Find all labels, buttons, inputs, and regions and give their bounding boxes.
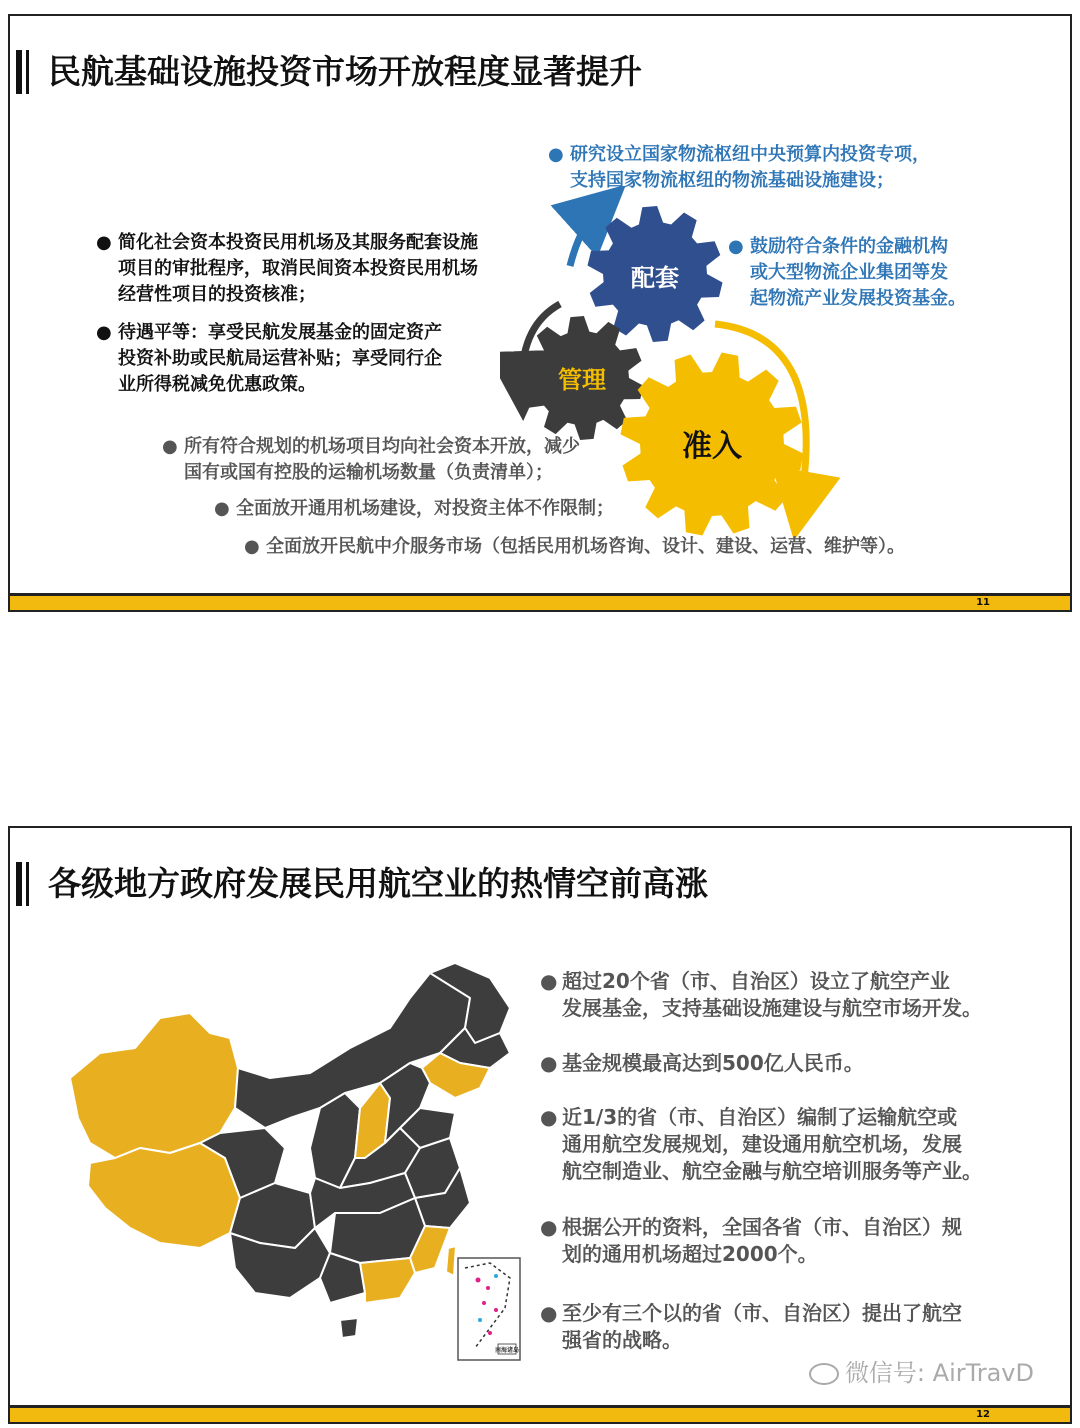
map-bullet-4: ● 根据公开的资料，全国各省（市、自治区）规 划的通用机场超过2000个。 (540, 1215, 962, 1266)
page-number: 12 (976, 1409, 990, 1420)
title-accent-bar (16, 50, 22, 94)
bullet-dot-icon: ● (96, 322, 112, 343)
bottom-bullet-1: ● 所有符合规划的机场项目均向社会资本开放，减少 国有或国有控股的运输机场数量（负责清单）； (162, 436, 580, 483)
map-bullet-5: ● 至少有三个以的省（市、自治区）提出了航空 强省的战略。 (540, 1301, 962, 1352)
map-bullet-2: ● 基金规模最高达到500亿人民币。 (540, 1051, 864, 1075)
wechat-watermark: 微信号: AirTravD (809, 1353, 1034, 1388)
bullet-dot-icon: ● (96, 232, 112, 253)
left-bullet-2: ● 待遇平等：享受民航发展基金的固定资产 投资补助或民航局运营补贴；享受同行企 业所得税减免优惠政策。 (96, 322, 442, 395)
gear-label-guanli: 管理 (558, 366, 606, 394)
footer-bar (10, 596, 1070, 610)
bullet-dot-icon: ● (540, 1301, 558, 1325)
footer-bar (10, 1408, 1070, 1422)
bullet-dot-icon: ● (540, 1215, 558, 1239)
south-china-sea-inset (458, 1258, 520, 1360)
right-bullet-2: ● 鼓励符合条件的金融机构 或大型物流企业集团等发 起物流产业发展投资基金。 (728, 236, 966, 309)
bullet-dot-icon: ● (548, 144, 564, 165)
bottom-bullet-3: ● 全面放开民航中介服务市场（包括民用机场咨询、设计、建设、运营、维护等）。 (266, 534, 905, 560)
slide-11 (8, 14, 1072, 612)
gears-diagram (500, 186, 860, 546)
bottom-bullet-2: ● 全面放开通用机场建设，对投资主体不作限制； (236, 496, 614, 522)
bullet-dot-icon: ● (728, 236, 744, 257)
left-bullet-1: ● 简化社会资本投资民用机场及其服务配套设施 项目的审批程序，取消民间资本投资民用机场 经营性项目的投资核准； (96, 232, 478, 305)
bullet-dot-icon: ● (162, 436, 178, 457)
gear-label-peitao: 配套 (631, 264, 679, 292)
bullet-dot-icon: ● (244, 536, 260, 557)
slide-12 (8, 826, 1072, 1424)
slide-title: 民航基础设施投资市场开放程度显著提升 (48, 52, 642, 91)
region-guangdong (360, 1258, 415, 1303)
bullet-dot-icon: ● (540, 1051, 558, 1075)
map-bullet-3: ● 近1/3的省（市、自治区）编制了运输航空或 通用航空发展规划，建设通用航空机场，发展 航空制造业、航空金融与航空培训服务等产业。 (540, 1105, 982, 1183)
bullet-dot-icon: ● (540, 1105, 558, 1129)
inset-label: 南海诸岛 (494, 1347, 520, 1354)
page-number: 11 (976, 597, 990, 608)
wechat-icon (809, 1363, 839, 1385)
bullet-dot-icon: ● (214, 498, 230, 519)
title-accent-bar-thin (26, 50, 29, 94)
china-map (60, 958, 530, 1368)
region-tibet (88, 1143, 240, 1248)
bullet-dot-icon: ● (540, 969, 558, 993)
title-accent-bar (16, 862, 22, 906)
map-bullet-1: ● 超过20个省（市、自治区）设立了航空产业 发展基金，支持基础设施建设与航空市场开发。 (540, 969, 982, 1020)
slide-title: 各级地方政府发展民用航空业的热情空前高涨 (48, 864, 708, 903)
region-hainan (340, 1318, 358, 1338)
right-bullet-1: ● 研究设立国家物流枢纽中央预算内投资专项， 支持国家物流枢纽的物流基础设施建设； (548, 144, 930, 191)
title-accent-bar-thin (26, 862, 29, 906)
gear-label-zhunru: 准入 (682, 429, 742, 464)
region-taiwan (446, 1246, 456, 1276)
